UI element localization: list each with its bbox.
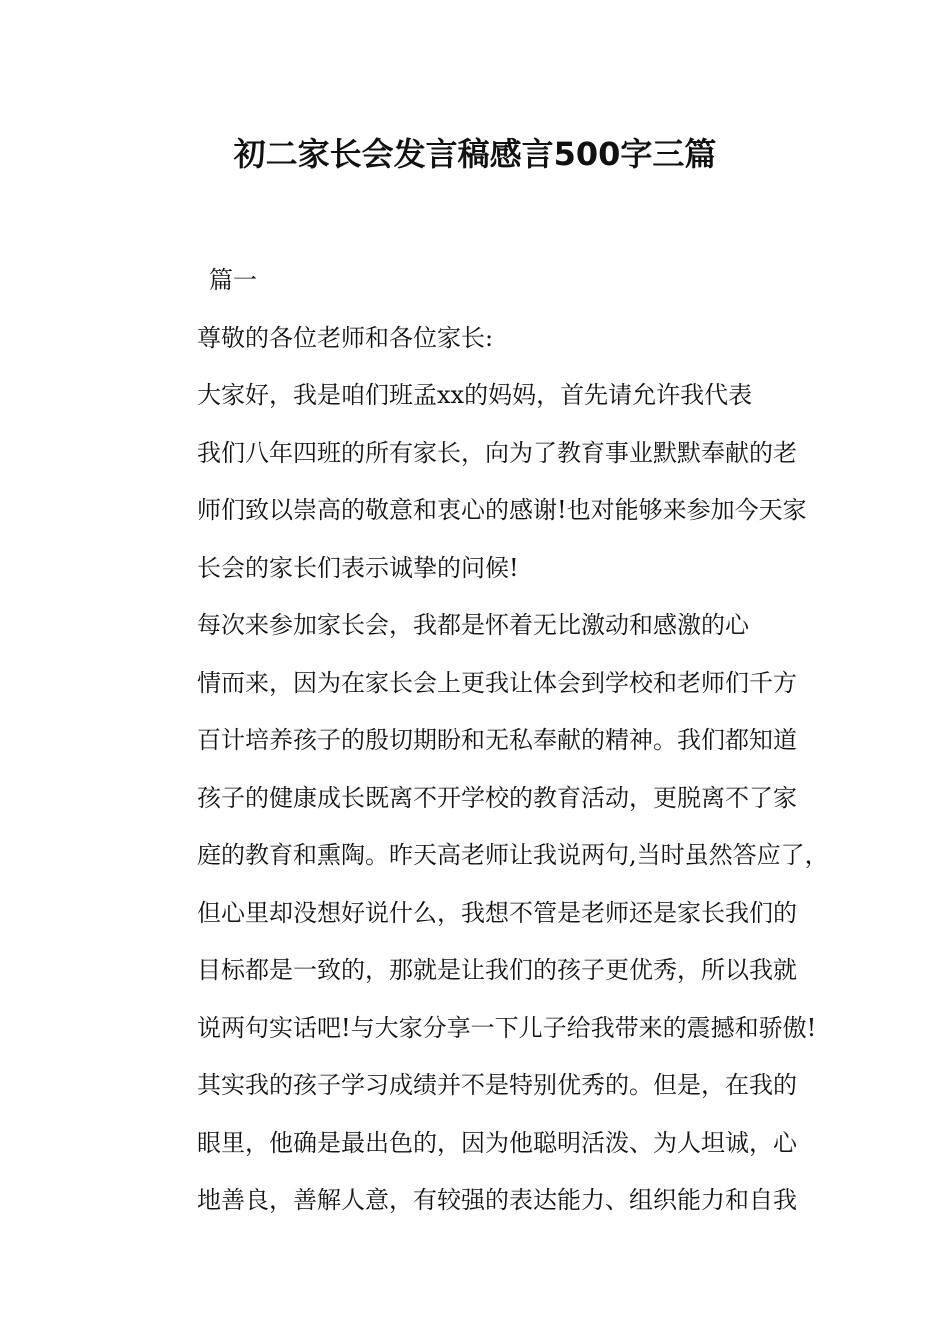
paragraph-line: 我们八年四班的所有家长，向为了教育事业默默奉献的老 <box>197 438 797 467</box>
document-body <box>145 252 829 1230</box>
paragraph-line: 长会的家长们表示诚挚的问候! <box>197 553 519 582</box>
paragraph-line: 每次来参加家长会，我都是怀着无比激动和感激的心 <box>197 611 749 639</box>
paragraph-line: 地善良，善解人意，有较强的表达能力、组织能力和自我 <box>197 1186 797 1214</box>
section-label: 篇一 <box>209 266 257 294</box>
document-title: 初二家长会发言稿感言500字三篇 <box>233 135 717 173</box>
paragraph-line: 其实我的孩子学习成绩并不是特别优秀的。但是，在我的 <box>197 1071 797 1099</box>
greeting-line: 尊敬的各位老师和各位家长: <box>197 323 494 352</box>
paragraph-line: 百计培养孩子的殷切期盼和无私奉献的精神。我们都知道 <box>197 726 797 754</box>
paragraph-line: 说两句实话吧!与大家分享一下儿子给我带来的震撼和骄傲! <box>197 1013 817 1042</box>
paragraph-line: 庭的教育和熏陶。昨天高老师让我说两句,当时虽然答应了， <box>197 841 829 869</box>
paragraph-line: 师们致以崇高的敬意和衷心的感谢!也对能够来参加今天家 <box>197 496 807 524</box>
paragraph-1 <box>145 367 811 597</box>
paragraph-line: 孩子的健康成长既离不开学校的教育活动，更脱离不了家 <box>197 783 797 812</box>
paragraph-line: 情而来，因为在家长会上更我让体会到学校和老师们千方 <box>197 668 797 697</box>
paragraph-line: 但心里却没想好说什么，我想不管是老师还是家长我们的 <box>197 898 797 927</box>
paragraph-2 <box>145 597 829 1230</box>
paragraph-line: 大家好，我是咱们班孟xx的妈妈，首先请允许我代表 <box>197 381 753 409</box>
paragraph-line: 眼里，他确是最出色的，因为他聪明活泼、为人坦诚，心 <box>197 1128 797 1157</box>
paragraph-line: 目标都是一致的，那就是让我们的孩子更优秀，所以我就 <box>197 956 797 984</box>
